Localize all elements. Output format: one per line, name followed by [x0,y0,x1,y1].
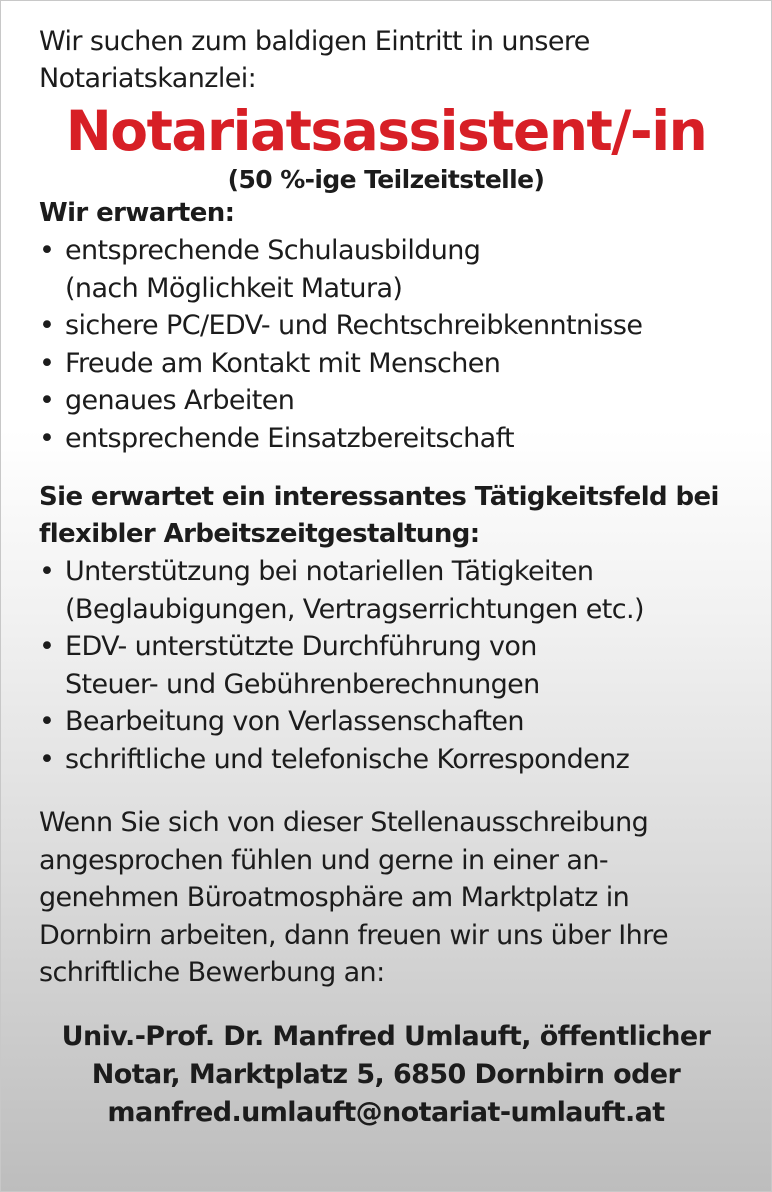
list-item-text: sichere PC/EDV- und Rechtschreibkenntnisse [65,310,643,341]
offer-heading: Sie erwartet ein interessantes Tätigkeitsfeld bei flexibler Arbeitszeitgestaltung: [39,482,719,549]
list-item-text: Freude am Kontakt mit Menschen [65,347,501,379]
list-item [39,420,771,458]
list-item [39,703,771,741]
list-item [39,345,771,383]
list-item-text: entsprechende Einsatzbereitschaft [65,422,515,454]
list-item [39,307,771,345]
job-title: Notariatsassistent/-in [65,99,707,163]
contact-address: Univ.-Prof. Dr. Manfred Umlauft, öffentlicher Notar, Marktplatz 5, 6850 Dornbirn oder manfred.umlauft@notariat-umlauft.at [61,1020,711,1128]
list-item-text: Unterstützung bei notariellen Tätigkeiten (Beglaubigungen, Vertragserrichtungen etc.) [65,556,644,625]
bullet-icon: • [39,556,55,587]
list-item [39,382,771,420]
offer-list [39,553,771,778]
requirements-heading: Wir erwarten: [39,198,235,228]
bullet-icon: • [39,310,55,341]
list-item [39,741,771,779]
bullet-icon: • [39,347,55,379]
bullet-icon: • [39,743,55,775]
list-item-text: entsprechende Schulausbildung (nach Möglichkeit Matura) [65,235,481,304]
bullet-icon: • [39,385,55,416]
job-subtitle: (50 %-ige Teilzeitstelle) [227,165,545,194]
list-item-text: schriftliche und telefonische Korrespondenz [65,743,630,775]
list-item-text: EDV- unterstützte Durchführung von Steuer- und Gebührenberechnungen [65,631,540,700]
list-item [39,553,771,628]
requirements-list [39,232,771,457]
bullet-icon: • [39,235,55,266]
list-item [39,232,771,307]
list-item-text: genaues Arbeiten [65,385,295,416]
bullet-icon: • [39,706,55,737]
bullet-icon: • [39,631,55,662]
list-item [39,628,771,703]
closing-text: Wenn Sie sich von dieser Stellenausschreibung angesprochen fühlen und gerne in einer an- genehmen Büroatmosphäre am Marktplatz in Dornbirn arbeiten, dann freuen wir uns über Ihre schriftliche Bewerbung an: [39,807,668,988]
intro-text: Wir suchen zum baldigen Eintritt in unsere Notariatskanzlei: [39,26,590,94]
bullet-icon: • [39,422,55,454]
list-item-text: Bearbeitung von Verlassenschaften [65,706,524,737]
